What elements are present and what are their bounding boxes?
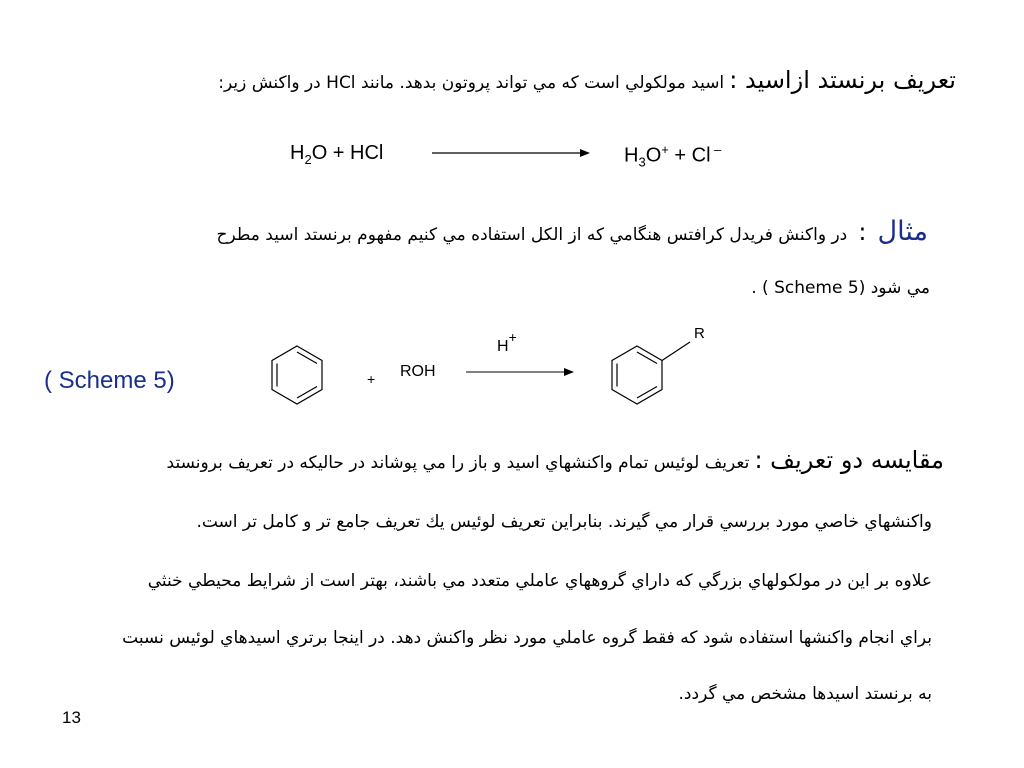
reaction-arrow-1 <box>432 146 592 160</box>
eq-right-sub: 3 <box>638 154 646 170</box>
example-text-1: در واكنش فريدل كرافتس هنگامي كه از الكل استفاده مي كنيم مفهوم برنستد اسيد مطرح <box>216 225 848 245</box>
definition-title: تعريف برنستد ازاسيد : <box>729 66 956 94</box>
catalyst-h-letter: H <box>497 338 509 355</box>
comparison-text-5: به برنستد اسيدها مشخص مي گردد. <box>678 684 932 704</box>
reagent-roh: ROH <box>400 363 436 380</box>
eq-right-rest: + Cl <box>668 144 711 167</box>
example-text-2: مي شود (Scheme 5 ) . <box>751 278 930 298</box>
example-title: مثال <box>877 216 928 247</box>
equation-left <box>290 142 383 167</box>
eq-right-o: O <box>645 144 662 167</box>
eq-right-sup: + <box>661 142 669 157</box>
page-number: 13 <box>62 708 81 727</box>
definition-text: اسيد مولكولي است كه مي تواند پروتون بدهد. مانند HCl در واكنش زير: <box>218 73 725 93</box>
comparison-text-3: علاوه بر اين در مولكولهاي بزرگي كه داراي گروههاي عاملي متعدد مي باشند، بهتر است از شرايط محيطي خنثي <box>147 571 932 591</box>
scheme-plus: + <box>367 371 376 387</box>
eq-left-rest: O + HCl <box>311 142 384 164</box>
eq-right-h: H <box>624 144 639 167</box>
example-colon: : <box>858 218 867 246</box>
example-line-1 <box>216 216 928 247</box>
benzene-reactant <box>262 340 332 414</box>
eq-left-sub: 2 <box>304 152 312 167</box>
comparison-text-2: واكنشهاي خاصي مورد بررسي قرار مي گيرند. بنابراين تعريف لوئيس يك تعريف جامع تر و كامل تر است. <box>196 512 932 532</box>
catalyst-h <box>497 329 517 356</box>
comparison-text-1: تعريف لوئيس تمام واكنشهاي اسيد و باز را مي پوشاند در حاليكه در تعريف برونستد <box>166 453 750 473</box>
reaction-arrow-2 <box>466 366 576 378</box>
substituent-r: R <box>694 325 705 342</box>
catalyst-charge: + <box>508 329 517 345</box>
comparison-line-1 <box>167 446 944 474</box>
comparison-title: مقايسه دو تعريف : <box>754 446 944 474</box>
definition-line <box>218 66 956 94</box>
scheme-label: ( Scheme 5) <box>44 367 175 394</box>
equation-right <box>624 142 721 170</box>
eq-right-minus: – <box>710 142 722 157</box>
eq-left-h: H <box>290 142 305 164</box>
comparison-text-4: براي انجام واكنشها استفاده شود كه فقط گروه عاملي مورد نظر واكنش دهد. در اينجا برتري اسيدهاي لوئيس نسبت <box>122 628 932 648</box>
